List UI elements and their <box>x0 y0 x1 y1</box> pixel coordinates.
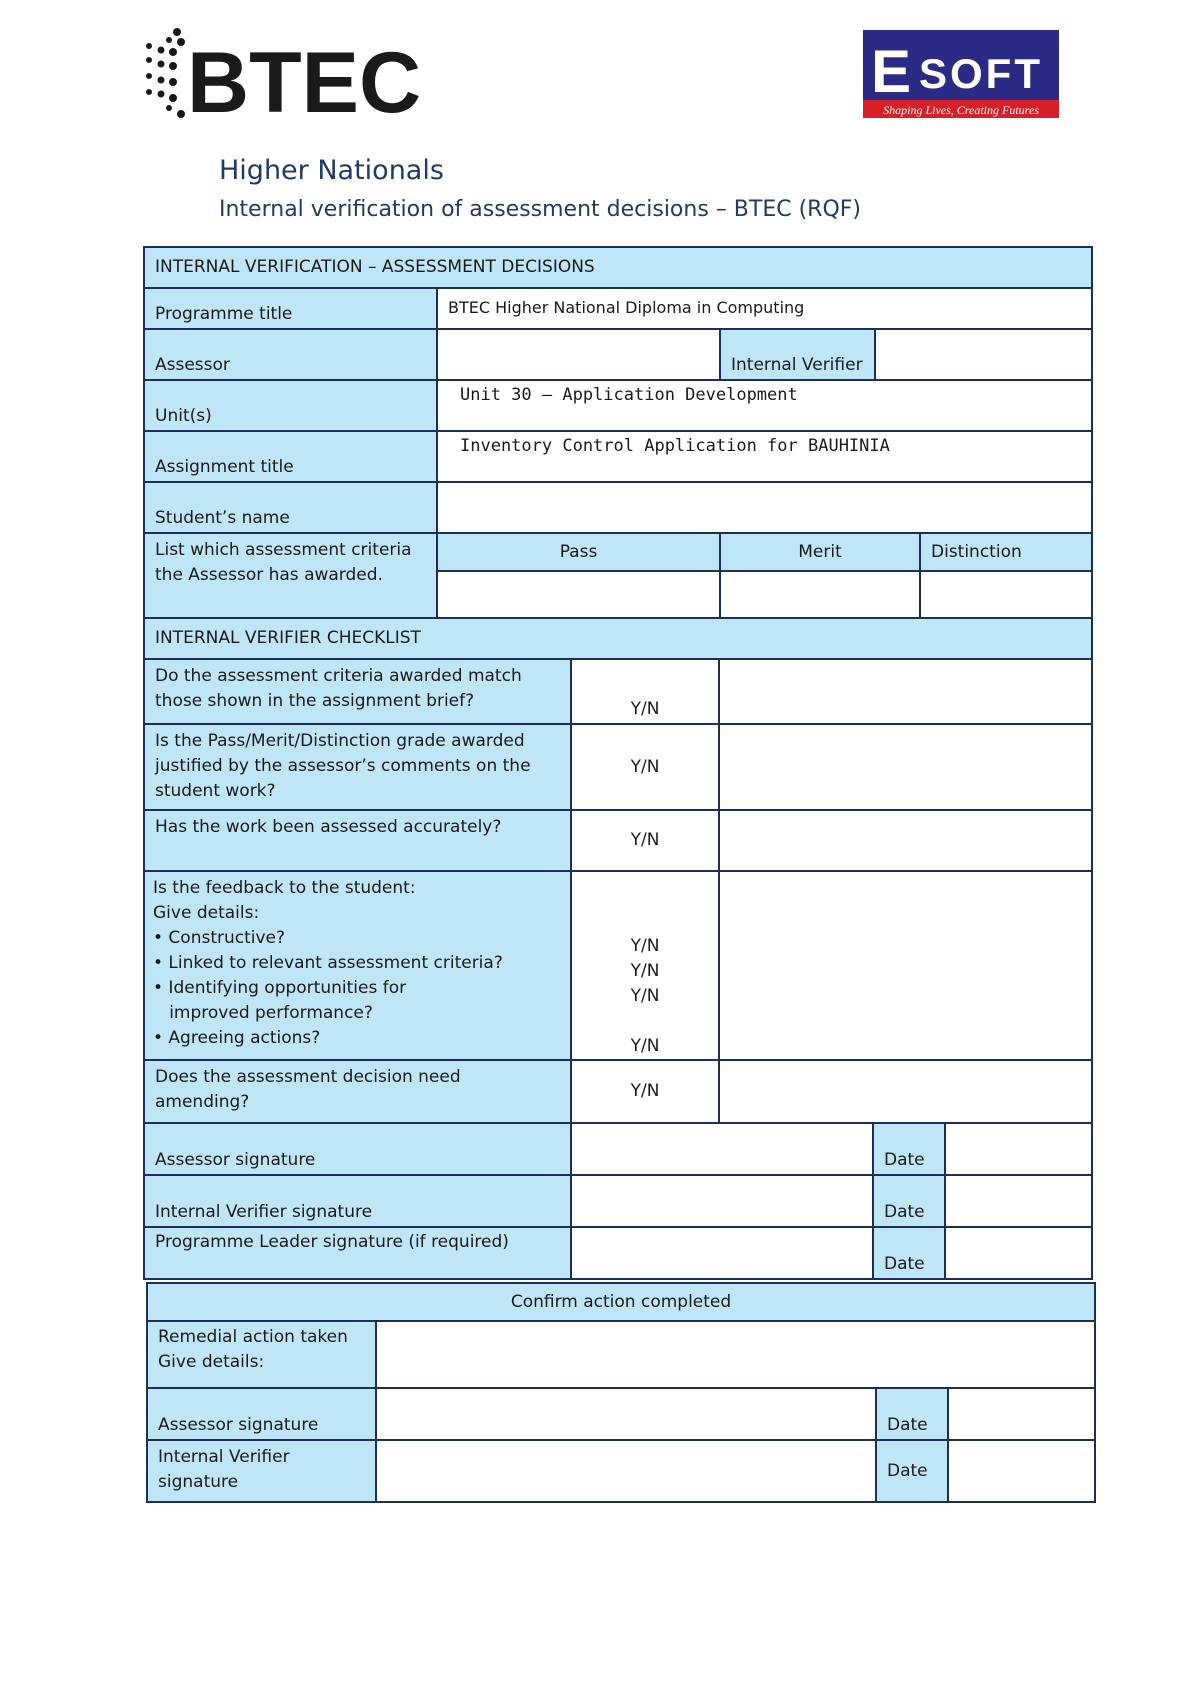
iv-date-label: Date <box>872 1174 946 1228</box>
checklist-q4-yn-cell <box>570 870 720 1061</box>
student-name-field[interactable] <box>436 481 1093 534</box>
assessor-date-label: Date <box>872 1122 946 1176</box>
checklist-q5-comment[interactable] <box>718 1059 1093 1124</box>
btec-logo <box>143 26 422 131</box>
checklist-q5-yn[interactable]: Y/N <box>570 1059 720 1124</box>
criteria-awarded-label: List which assessment criteria the Assessor has awarded. <box>143 532 438 619</box>
iv-signature-field[interactable] <box>570 1174 874 1228</box>
internal-verifier-label: Internal Verifier <box>719 328 876 381</box>
confirm-assessor-date-label: Date <box>875 1387 949 1441</box>
merit-header: Merit <box>719 532 921 572</box>
checklist-q3: Has the work been assessed accurately? <box>143 809 572 872</box>
section-header-iv: INTERNAL VERIFICATION – ASSESSMENT DECISIONS <box>143 246 1093 289</box>
assessor-date-field[interactable] <box>944 1122 1093 1176</box>
checklist-q1: Do the assessment criteria awarded match those shown in the assignment brief? <box>143 658 572 725</box>
distinction-header: Distinction <box>919 532 1093 572</box>
svg-text:E: E <box>871 38 912 105</box>
checklist-q2-comment[interactable] <box>718 723 1093 811</box>
page-subtitle: Internal verification of assessment decisions – BTEC (RQF) <box>219 197 861 222</box>
checklist-q4-comment[interactable] <box>718 870 1093 1061</box>
programme-title-field[interactable]: BTEC Higher National Diploma in Computing <box>436 287 1093 330</box>
checklist-q3-comment[interactable] <box>718 809 1093 872</box>
checklist-q4 <box>143 870 572 1061</box>
programme-leader-signature-label: Programme Leader signature (if required) <box>143 1226 572 1280</box>
pass-header: Pass <box>436 532 721 572</box>
assignment-title-field[interactable]: Inventory Control Application for BAUHINIA <box>436 430 1093 483</box>
checklist-q2-yn[interactable]: Y/N <box>570 723 720 811</box>
iv-signature-label: Internal Verifier signature <box>143 1174 572 1228</box>
remedial-action-field[interactable] <box>375 1320 1096 1389</box>
programme-title-label: Programme title <box>143 287 438 330</box>
units-field[interactable]: Unit 30 – Application Development <box>436 379 1093 432</box>
esoft-tagline: Shaping Lives, Creating Futures <box>883 103 1039 117</box>
programme-leader-date-label: Date <box>872 1226 946 1280</box>
assignment-title-label: Assignment title <box>143 430 438 483</box>
assessor-signature-label: Assessor signature <box>143 1122 572 1176</box>
checklist-q4-line: Is the feedback to the student: <box>153 878 416 898</box>
checklist-q4-line: Give details: <box>153 903 260 923</box>
checklist-q4-yn-actions[interactable]: Y/N <box>630 1036 660 1056</box>
checklist-q4-line: • Constructive? <box>153 928 286 948</box>
confirm-header: Confirm action completed <box>146 1282 1096 1322</box>
confirm-assessor-signature-label: Assessor signature <box>146 1387 377 1441</box>
programme-leader-date-field[interactable] <box>944 1226 1093 1280</box>
distinction-criteria-field[interactable] <box>919 570 1093 619</box>
checklist-q2: Is the Pass/Merit/Distinction grade awarded justified by the assessor’s comments on the student work? <box>143 723 572 811</box>
internal-verifier-field[interactable] <box>874 328 1093 381</box>
checklist-q4-yn-constructive[interactable]: Y/N <box>630 936 660 956</box>
remedial-action-line: Remedial action taken <box>158 1327 348 1347</box>
assessor-label: Assessor <box>143 328 438 381</box>
confirm-assessor-signature-field[interactable] <box>375 1387 877 1441</box>
btec-logo-text: BTEC <box>187 35 422 131</box>
checklist-q3-yn[interactable]: Y/N <box>570 809 720 872</box>
checklist-q4-line: • Linked to relevant assessment criteria? <box>153 953 503 973</box>
checklist-q4-line: improved performance? <box>153 1003 373 1023</box>
confirm-iv-date-label: Date <box>875 1439 949 1503</box>
programme-leader-signature-field[interactable] <box>570 1226 874 1280</box>
remedial-action-label <box>146 1320 377 1389</box>
merit-criteria-field[interactable] <box>719 570 921 619</box>
checklist-q4-line: • Identifying opportunities for <box>153 978 407 998</box>
assessor-signature-field[interactable] <box>570 1122 874 1176</box>
assessor-field[interactable] <box>436 328 721 381</box>
units-label: Unit(s) <box>143 379 438 432</box>
checklist-q4-yn-opportunities[interactable]: Y/N <box>630 986 660 1006</box>
confirm-assessor-date-field[interactable] <box>947 1387 1096 1441</box>
checklist-q1-yn[interactable]: Y/N <box>570 658 720 725</box>
confirm-iv-signature-field[interactable] <box>375 1439 877 1503</box>
student-name-label: Student’s name <box>143 481 438 534</box>
confirm-iv-signature-label: Internal Verifier signature <box>146 1439 377 1503</box>
pass-criteria-field[interactable] <box>436 570 721 619</box>
esoft-logo-text: SOFT <box>919 50 1043 97</box>
iv-date-field[interactable] <box>944 1174 1093 1228</box>
page-title: Higher Nationals <box>219 155 444 186</box>
checklist-q4-line: • Agreeing actions? <box>153 1028 321 1048</box>
checklist-q5: Does the assessment decision need amending? <box>143 1059 572 1124</box>
checklist-q4-yn-linked[interactable]: Y/N <box>630 961 660 981</box>
checklist-q1-comment[interactable] <box>718 658 1093 725</box>
section-header-checklist: INTERNAL VERIFIER CHECKLIST <box>143 617 1093 660</box>
esoft-logo <box>863 30 1059 118</box>
confirm-iv-date-field[interactable] <box>947 1439 1096 1503</box>
remedial-action-line: Give details: <box>158 1352 265 1372</box>
